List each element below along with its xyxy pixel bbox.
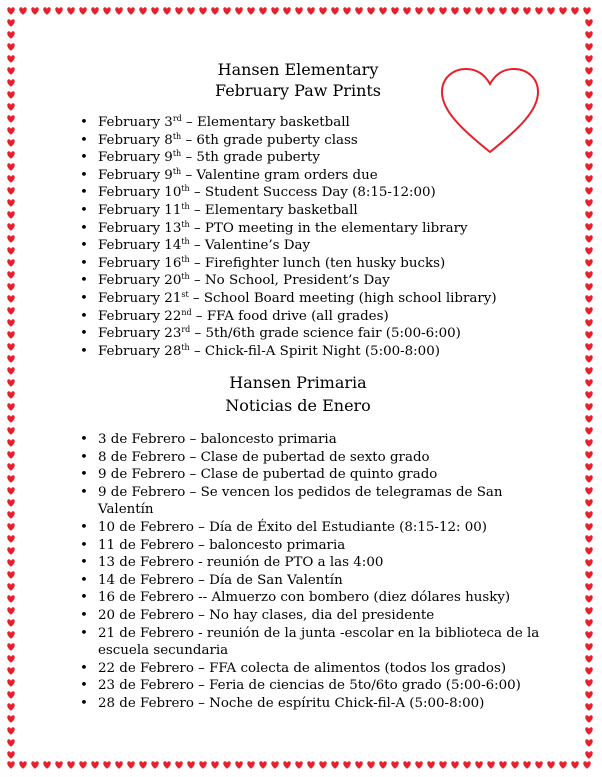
heart-icon bbox=[7, 115, 14, 123]
heart-icon bbox=[547, 761, 554, 769]
heart-icon bbox=[7, 691, 14, 699]
heart-icon bbox=[585, 223, 592, 231]
heart-icon bbox=[499, 761, 506, 769]
heart-icon bbox=[19, 761, 26, 769]
heart-icon bbox=[585, 535, 592, 543]
list-item: • 10 de Febrero – Día de Éxito del Estudiante (8:15-12: 00) bbox=[80, 519, 550, 537]
heart-icon bbox=[295, 761, 302, 769]
heart-icon bbox=[585, 679, 592, 687]
heart-icon bbox=[475, 761, 482, 769]
heart-icon bbox=[271, 761, 278, 769]
heart-icon bbox=[585, 607, 592, 615]
english-events-list bbox=[80, 114, 497, 360]
heart-icon bbox=[475, 7, 482, 15]
list-item: • February 9th – 5th grade puberty bbox=[80, 149, 497, 167]
heart-icon bbox=[511, 7, 518, 15]
spanish-school-title: Hansen Primaria bbox=[229, 373, 367, 392]
heart-icon bbox=[55, 7, 62, 15]
heart-icon bbox=[7, 631, 14, 639]
heart-icon bbox=[7, 307, 14, 315]
heart-icon bbox=[7, 175, 14, 183]
heart-icon bbox=[259, 7, 266, 15]
heart-icon bbox=[7, 103, 14, 111]
heart-icon bbox=[7, 235, 14, 243]
heart-icon bbox=[585, 355, 592, 363]
heart-icon bbox=[7, 451, 14, 459]
heart-icon bbox=[127, 761, 134, 769]
heart-icon bbox=[7, 715, 14, 723]
heart-icon bbox=[585, 115, 592, 123]
heart-icon bbox=[585, 703, 592, 711]
heart-icon bbox=[7, 7, 14, 15]
heart-icon bbox=[7, 259, 14, 267]
heart-icon bbox=[7, 511, 14, 519]
list-item: • 14 de Febrero – Día de San Valentín bbox=[80, 572, 550, 590]
heart-icon bbox=[379, 7, 386, 15]
heart-icon bbox=[43, 761, 50, 769]
heart-icon bbox=[391, 7, 398, 15]
heart-icon bbox=[571, 7, 578, 15]
heart-icon bbox=[115, 761, 122, 769]
heart-icon bbox=[367, 761, 374, 769]
heart-icon bbox=[7, 679, 14, 687]
heart-icon bbox=[151, 761, 158, 769]
heart-icon bbox=[307, 7, 314, 15]
heart-icon bbox=[7, 31, 14, 39]
heart-icon bbox=[7, 667, 14, 675]
heart-icon bbox=[319, 7, 326, 15]
heart-icon bbox=[487, 7, 494, 15]
heart-icon bbox=[585, 547, 592, 555]
heart-icon bbox=[585, 727, 592, 735]
heart-icon bbox=[31, 761, 38, 769]
list-item: • 11 de Febrero – baloncesto primaria bbox=[80, 537, 550, 555]
heart-icon bbox=[7, 319, 14, 327]
heart-icon bbox=[7, 655, 14, 663]
list-item: • 9 de Febrero – Se vencen los pedidos de telegramas de San Valentín bbox=[80, 484, 550, 519]
heart-icon bbox=[187, 7, 194, 15]
list-item: • 22 de Febrero – FFA colecta de alimentos (todos los grados) bbox=[80, 660, 550, 678]
heart-icon bbox=[7, 463, 14, 471]
heart-icon bbox=[31, 7, 38, 15]
heart-icon bbox=[535, 7, 542, 15]
heart-icon bbox=[585, 259, 592, 267]
heart-icon bbox=[585, 487, 592, 495]
heart-icon bbox=[585, 691, 592, 699]
heart-icon bbox=[571, 761, 578, 769]
heart-icon bbox=[7, 487, 14, 495]
heart-icon bbox=[585, 463, 592, 471]
list-item: • February 21st – School Board meeting (high school library) bbox=[80, 290, 497, 308]
heart-icon bbox=[211, 761, 218, 769]
heart-icon bbox=[151, 7, 158, 15]
heart-icon bbox=[19, 7, 26, 15]
heart-icon bbox=[7, 355, 14, 363]
heart-icon bbox=[79, 761, 86, 769]
heart-icon bbox=[585, 211, 592, 219]
heart-icon bbox=[7, 547, 14, 555]
heart-icon bbox=[331, 761, 338, 769]
list-item: • 9 de Febrero – Clase de pubertad de quinto grado bbox=[80, 466, 550, 484]
heart-icon bbox=[163, 7, 170, 15]
heart-icon bbox=[585, 31, 592, 39]
heart-icon bbox=[585, 739, 592, 747]
heart-icon bbox=[223, 761, 230, 769]
spanish-newsletter-title: Noticias de Enero bbox=[225, 396, 371, 415]
heart-icon bbox=[511, 761, 518, 769]
heart-icon bbox=[175, 7, 182, 15]
list-item: • 13 de Febrero - reunión de PTO a las 4:00 bbox=[80, 554, 550, 572]
heart-icon bbox=[585, 343, 592, 351]
heart-icon bbox=[559, 761, 566, 769]
heart-icon bbox=[585, 283, 592, 291]
heart-icon bbox=[583, 7, 590, 15]
heart-icon bbox=[223, 7, 230, 15]
heart-icon bbox=[585, 511, 592, 519]
heart-icon bbox=[427, 7, 434, 15]
heart-icon bbox=[283, 761, 290, 769]
list-item: • February 3rd – Elementary basketball bbox=[80, 114, 497, 132]
heart-icon bbox=[259, 761, 266, 769]
heart-icon bbox=[247, 7, 254, 15]
heart-icon bbox=[585, 631, 592, 639]
heart-icon bbox=[585, 139, 592, 147]
heart-icon bbox=[355, 7, 362, 15]
heart-icon bbox=[295, 7, 302, 15]
heart-icon bbox=[535, 761, 542, 769]
list-item: • February 14th – Valentine’s Day bbox=[80, 237, 497, 255]
heart-icon bbox=[175, 761, 182, 769]
heart-icon bbox=[127, 7, 134, 15]
heart-icon bbox=[7, 223, 14, 231]
heart-icon bbox=[7, 151, 14, 159]
list-item: • February 22nd – FFA food drive (all grades) bbox=[80, 308, 497, 326]
heart-icon bbox=[415, 761, 422, 769]
heart-icon bbox=[487, 761, 494, 769]
heart-icon bbox=[585, 523, 592, 531]
heart-icon bbox=[559, 7, 566, 15]
heart-icon bbox=[415, 7, 422, 15]
heart-icon bbox=[7, 187, 14, 195]
heart-icon bbox=[585, 307, 592, 315]
heart-icon bbox=[585, 151, 592, 159]
heart-icon bbox=[163, 761, 170, 769]
heart-icon bbox=[7, 283, 14, 291]
heart-icon bbox=[7, 571, 14, 579]
heart-icon bbox=[7, 475, 14, 483]
heart-icon bbox=[7, 199, 14, 207]
heart-icon bbox=[7, 439, 14, 447]
list-item: • February 13th – PTO meeting in the elementary library bbox=[80, 220, 497, 238]
heart-icon bbox=[585, 43, 592, 51]
heart-icon bbox=[451, 7, 458, 15]
heart-icon bbox=[585, 235, 592, 243]
heart-icon bbox=[307, 761, 314, 769]
heart-icon bbox=[7, 139, 14, 147]
list-item: • 3 de Febrero – baloncesto primaria bbox=[80, 431, 550, 449]
heart-icon bbox=[585, 319, 592, 327]
heart-icon bbox=[43, 7, 50, 15]
heart-icon bbox=[7, 271, 14, 279]
heart-icon bbox=[585, 127, 592, 135]
heart-icon bbox=[79, 7, 86, 15]
list-item: • February 28th – Chick-fil-A Spirit Night (5:00-8:00) bbox=[80, 343, 497, 361]
heart-icon bbox=[439, 7, 446, 15]
heart-icon bbox=[7, 19, 14, 27]
heart-icon bbox=[7, 43, 14, 51]
heart-icon bbox=[523, 761, 530, 769]
list-item: • 16 de Febrero -- Almuerzo con bombero (diez dólares husky) bbox=[80, 589, 550, 607]
heart-icon bbox=[235, 761, 242, 769]
heart-icon bbox=[547, 7, 554, 15]
list-item: • February 23rd – 5th/6th grade science fair (5:00-6:00) bbox=[80, 325, 497, 343]
heart-icon bbox=[585, 751, 592, 759]
heart-icon bbox=[91, 7, 98, 15]
heart-icon bbox=[7, 415, 14, 423]
heart-icon bbox=[7, 739, 14, 747]
list-item: • 28 de Febrero – Noche de espíritu Chick-fil-A (5:00-8:00) bbox=[80, 695, 550, 713]
heart-icon bbox=[585, 187, 592, 195]
heart-icon bbox=[585, 175, 592, 183]
heart-icon bbox=[585, 439, 592, 447]
list-item: • February 8th – 6th grade puberty class bbox=[80, 132, 497, 150]
heart-icon bbox=[7, 343, 14, 351]
heart-icon bbox=[585, 271, 592, 279]
heart-icon bbox=[7, 523, 14, 531]
heart-icon bbox=[585, 667, 592, 675]
heart-icon bbox=[585, 451, 592, 459]
heart-icon bbox=[585, 619, 592, 627]
heart-icon bbox=[199, 7, 206, 15]
heart-icon bbox=[585, 583, 592, 591]
list-item: • 8 de Febrero – Clase de pubertad de sexto grado bbox=[80, 449, 550, 467]
heart-icon bbox=[115, 7, 122, 15]
heart-icon bbox=[585, 295, 592, 303]
heart-icon bbox=[499, 7, 506, 15]
heart-icon bbox=[7, 703, 14, 711]
heart-icon bbox=[585, 103, 592, 111]
heart-icon bbox=[585, 655, 592, 663]
heart-icon bbox=[7, 643, 14, 651]
heart-icon bbox=[7, 295, 14, 303]
list-item: • February 11th – Elementary basketball bbox=[80, 202, 497, 220]
heart-icon bbox=[235, 7, 242, 15]
list-item: • February 10th – Student Success Day (8:15-12:00) bbox=[80, 184, 497, 202]
heart-icon bbox=[391, 761, 398, 769]
heart-icon bbox=[7, 761, 14, 769]
heart-icon bbox=[343, 7, 350, 15]
heart-icon bbox=[585, 571, 592, 579]
heart-icon bbox=[7, 499, 14, 507]
heart-icon bbox=[271, 7, 278, 15]
list-item: • 23 de Febrero – Feria de ciencias de 5to/6to grado (5:00-6:00) bbox=[80, 677, 550, 695]
heart-icon bbox=[7, 427, 14, 435]
heart-icon bbox=[7, 331, 14, 339]
heart-icon bbox=[199, 761, 206, 769]
heart-icon bbox=[283, 7, 290, 15]
heart-icon bbox=[403, 761, 410, 769]
heart-icon bbox=[585, 19, 592, 27]
heart-icon bbox=[585, 559, 592, 567]
heart-icon bbox=[7, 163, 14, 171]
heart-icon bbox=[451, 761, 458, 769]
heart-icon bbox=[139, 761, 146, 769]
heart-icon bbox=[7, 583, 14, 591]
heart-icon bbox=[139, 7, 146, 15]
heart-icon bbox=[379, 761, 386, 769]
school-title: Hansen Elementary bbox=[217, 60, 379, 79]
heart-icon bbox=[355, 761, 362, 769]
heart-icon bbox=[319, 761, 326, 769]
heart-icon bbox=[7, 595, 14, 603]
heart-icon bbox=[463, 7, 470, 15]
heart-icon bbox=[247, 761, 254, 769]
heart-icon bbox=[585, 163, 592, 171]
heart-icon bbox=[439, 761, 446, 769]
heart-icon bbox=[585, 475, 592, 483]
list-item: • 20 de Febrero – No hay clases, dia del presidente bbox=[80, 607, 550, 625]
heart-icon bbox=[585, 415, 592, 423]
heart-icon bbox=[7, 559, 14, 567]
heart-icon bbox=[67, 7, 74, 15]
heart-icon bbox=[585, 199, 592, 207]
heart-icon bbox=[403, 7, 410, 15]
heart-icon bbox=[103, 7, 110, 15]
list-item: • February 16th – Firefighter lunch (ten husky bucks) bbox=[80, 255, 497, 273]
list-item: • February 20th – No School, President’s Day bbox=[80, 272, 497, 290]
newsletter-title: February Paw Prints bbox=[214, 81, 382, 100]
heart-icon bbox=[523, 7, 530, 15]
heart-icon bbox=[7, 619, 14, 627]
list-item: • 21 de Febrero - reunión de la junta -escolar en la biblioteca de la escuela secundaria bbox=[80, 625, 550, 660]
heart-icon bbox=[7, 727, 14, 735]
heart-icon bbox=[7, 751, 14, 759]
heart-icon bbox=[585, 595, 592, 603]
heart-icon bbox=[7, 607, 14, 615]
heart-icon bbox=[585, 247, 592, 255]
heart-icon bbox=[427, 761, 434, 769]
heart-icon bbox=[585, 427, 592, 435]
heart-icon bbox=[585, 715, 592, 723]
heart-icon bbox=[343, 761, 350, 769]
heart-icon bbox=[211, 7, 218, 15]
heart-icon bbox=[331, 7, 338, 15]
list-item: • February 9th – Valentine gram orders due bbox=[80, 167, 497, 185]
heart-icon bbox=[91, 761, 98, 769]
heart-icon bbox=[463, 761, 470, 769]
spanish-events-list bbox=[80, 431, 550, 713]
heart-icon bbox=[367, 7, 374, 15]
heart-icon bbox=[7, 127, 14, 135]
heart-icon bbox=[585, 331, 592, 339]
heart-icon bbox=[585, 643, 592, 651]
heart-icon bbox=[103, 761, 110, 769]
heart-icon bbox=[7, 247, 14, 255]
heart-icon bbox=[583, 761, 590, 769]
heart-icon bbox=[55, 761, 62, 769]
heart-icon bbox=[187, 761, 194, 769]
heart-icon bbox=[585, 499, 592, 507]
heart-icon bbox=[67, 761, 74, 769]
heart-icon bbox=[7, 535, 14, 543]
heart-icon bbox=[7, 211, 14, 219]
